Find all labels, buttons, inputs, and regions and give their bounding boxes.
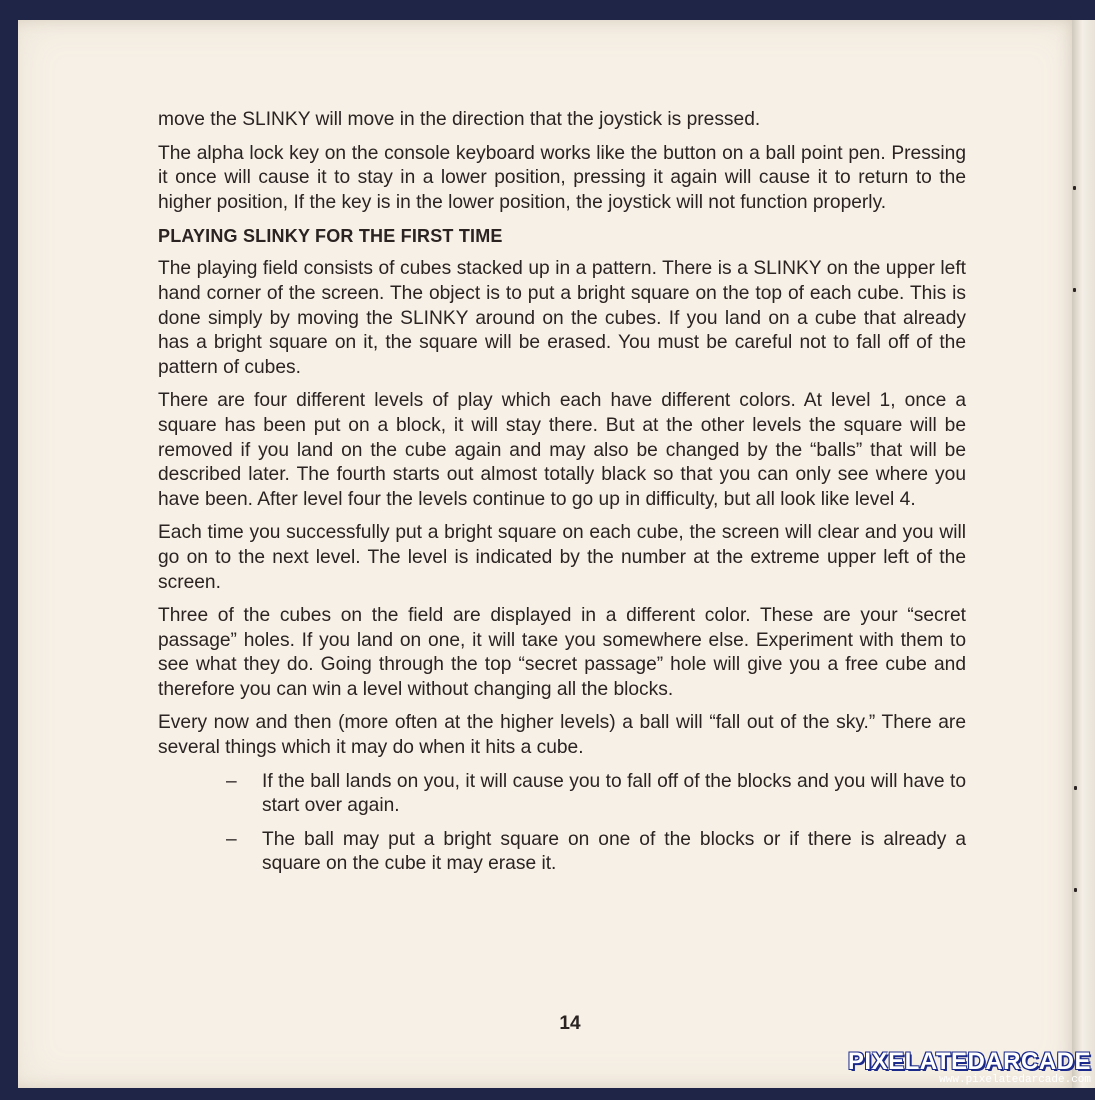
paragraph: The alpha lock key on the console keyboard works like the button on a ball point pen. Pressing it once will cause it to stay in a lower position, pressing it again will cause it to return to the higher position, If the key is in the lower position, the joystick will not function properly. bbox=[158, 142, 966, 213]
paragraph: move the SLINKY will move in the direction that the joystick is pressed. bbox=[158, 109, 761, 130]
list-item-text: If the ball lands on you, it will cause you to fall off of the blocks and you will have to start over again. bbox=[262, 770, 966, 817]
print-speck bbox=[1073, 186, 1076, 190]
watermark-url: www.pixelatedarcade.com bbox=[939, 1074, 1091, 1086]
paragraph: Every now and then (more often at the higher levels) a ball will “fall out of the sky.” There are several things which it may do when it hits a cube. bbox=[158, 712, 966, 759]
page-gutter bbox=[1072, 20, 1095, 1088]
bullet-list bbox=[158, 770, 966, 877]
watermark bbox=[848, 1050, 1091, 1086]
list-item bbox=[158, 770, 966, 819]
dash-bullet: – bbox=[226, 770, 237, 792]
section-heading: PLAYING SLINKY FOR THE FIRST TIME bbox=[158, 226, 503, 247]
list-item bbox=[158, 828, 966, 877]
print-speck bbox=[1074, 786, 1077, 790]
watermark-logo: PIXELATEDARCADE bbox=[847, 1048, 1091, 1075]
page-text bbox=[158, 108, 966, 886]
list-item-text: The ball may put a bright square on one of the blocks or if there is already a square on the cube it may erase it. bbox=[262, 828, 966, 875]
paragraph: There are four different levels of play which each have different colors. At level 1, once a square has been put on a block, it will stay there. But at the other levels the square will be removed if you land on the cube again and may also be changed by the “balls” that will be described later. The fourth starts out almost totally black so that you can only see where you have been. After level four the levels continue to go up in difficulty, but all look like level 4. bbox=[158, 390, 966, 510]
print-speck bbox=[1073, 288, 1076, 292]
paragraph: Each time you successfully put a bright square on each cube, the screen will clear and you will go on to the next level. The level is indicated by the number at the extreme upper left of the screen. bbox=[158, 522, 966, 593]
dash-bullet: – bbox=[226, 828, 237, 850]
paragraph: The playing field consists of cubes stacked up in a pattern. There is a SLINKY on the upper left hand corner of the screen. The object is to put a bright square on the top of each cube. This is done simply by moving the SLINKY around on the cubes. If you land on a cube that already has a bright square on it, the square will be erased. You must be careful not to fall off of the pattern of cubes. bbox=[158, 258, 966, 378]
print-speck bbox=[1074, 888, 1077, 892]
page-number: 14 bbox=[559, 1013, 581, 1034]
paragraph: Three of the cubes on the field are displayed in a different color. These are your “secret passage” holes. If you land on one, it will taĸe you somewhere else. Experiment with them to see what they do. Going through the top “secret passage” hole will give you a free cube and therefore you can win a level without changing all the blocks. bbox=[158, 605, 966, 700]
